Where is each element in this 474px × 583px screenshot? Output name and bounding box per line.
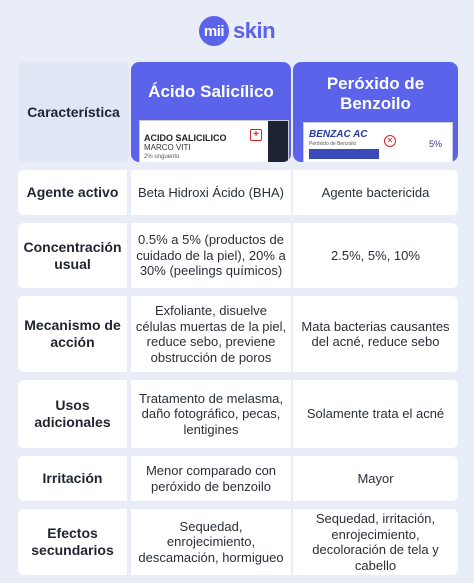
salicylic-cell: Beta Hidroxi Ácido (BHA) xyxy=(138,184,284,200)
table-row-active-agent xyxy=(18,170,458,215)
salicylic-cell: Tratamento de melasma, daño fotográfico, pecas, lentigines xyxy=(138,390,284,437)
row-label: Concentración usual xyxy=(18,223,129,288)
salicylic-cell: Exfoliante, disuelve células muertas de la piel, reduce sebo, previene obstrucción de poros xyxy=(135,303,287,365)
pharmacy-cross-icon: + xyxy=(250,129,262,141)
product2-name: BENZAC AC xyxy=(309,129,368,140)
table-row-mechanism xyxy=(18,296,458,372)
product2-percent: 5% xyxy=(428,139,442,149)
table-row-irritation xyxy=(18,456,458,501)
product1-brand: MARCO VITI xyxy=(144,143,191,152)
product2-sub: Peróxido de Benzoilo xyxy=(309,141,357,147)
header-characteristic: Característica xyxy=(18,62,129,162)
benzoyl-peroxide-product-image xyxy=(303,122,453,162)
row-label: Efectos secundarios xyxy=(18,509,129,575)
salicylic-cell: 0.5% a 5% (productos de cuidado de la piel), 20% a 30% (peelings químicos) xyxy=(136,232,286,279)
benzoyl-cell: 2.5%, 5%, 10% xyxy=(331,247,420,263)
benzoyl-cell: Agente bactericida xyxy=(321,184,430,200)
header-salicylic-acid xyxy=(131,62,291,162)
logo-text: skin xyxy=(232,18,276,43)
salicylic-acid-product-image xyxy=(139,120,289,162)
header-benzoyl-peroxide xyxy=(293,62,458,162)
table-header xyxy=(18,62,458,162)
salicylic-cell: Menor comparado con peróxido de benzoilo xyxy=(145,463,277,494)
table-row-additional-uses xyxy=(18,380,458,448)
benzoyl-cell: Mayor xyxy=(357,470,394,486)
row-label: Usos adicionales xyxy=(18,380,129,448)
product1-name: ACIDO SALICILICO xyxy=(144,133,227,143)
table-row-side-effects xyxy=(18,509,458,575)
benzoyl-cell: Mata bacterias causantes del acné, reduce sebo xyxy=(301,318,450,349)
row-label: Irritación xyxy=(18,456,129,501)
table-row-concentration xyxy=(18,223,458,288)
benzoyl-cell: Solamente trata el acné xyxy=(306,406,445,422)
no-symbol-icon: ✕ xyxy=(384,135,396,147)
benzoyl-cell: Sequedad, irritación, enrojecimiento, decoloración de tela y cabello xyxy=(312,511,439,573)
product1-dose: 2% unguento xyxy=(144,154,180,160)
product1-side-strip xyxy=(268,121,288,162)
row-label: Agente activo xyxy=(18,170,129,215)
salicylic-acid-title: Ácido Salicílico xyxy=(148,82,274,101)
row-label: Mecanismo de acción xyxy=(18,296,129,372)
logo-badge: mii xyxy=(199,16,229,46)
miiskin-logo xyxy=(0,16,474,46)
benzoyl-peroxide-title: Peróxido de Benzoilo xyxy=(326,74,425,113)
salicylic-cell: Sequedad, enrojecimiento, descamación, hormigueo xyxy=(138,518,284,565)
product2-stripe xyxy=(309,149,379,159)
